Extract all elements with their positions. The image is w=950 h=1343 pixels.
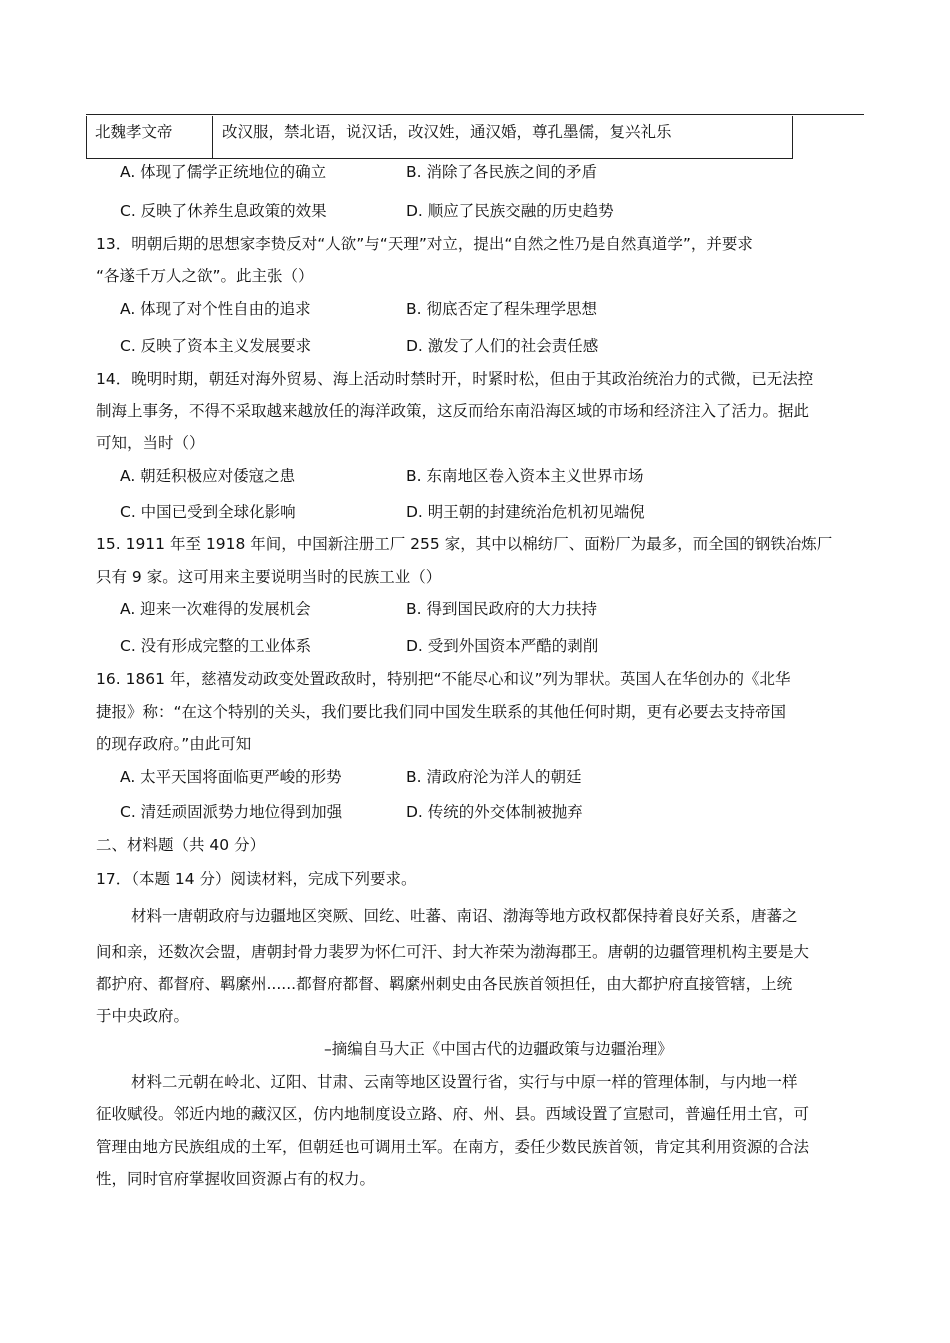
q13-option-c: C. 反映了资本主义发展要求	[120, 337, 312, 355]
q16-option-a: A. 太平天国将面临更严峻的形势	[120, 768, 342, 786]
q12-option-d: D. 顺应了民族交融的历史趋势	[406, 202, 614, 220]
q14-option-b: B. 东南地区卷入资本主义世界市场	[406, 467, 644, 485]
q15-stem-line-1: 15. 1911 年至 1918 年间，中国新注册工厂 255 家，其中以棉纺厂、面粉厂为最多，而全国的钢铁冶炼厂	[96, 535, 833, 553]
q13-option-a: A. 体现了对个性自由的追求	[120, 300, 311, 318]
q14-stem-line-3: 可知，当时（）	[96, 434, 205, 452]
material1-line-4: 于中央政府。	[96, 1007, 190, 1025]
q12-option-a: A. 体现了儒学正统地位的确立	[120, 163, 327, 181]
q16-stem-line-3: 的现存政府。”由此可知	[96, 735, 252, 753]
material1-line-2: 间和亲，还数次会盟，唐朝封骨力裴罗为怀仁可汗、封大祚荣为渤海郡王。唐朝的边疆管理机构主要是大	[96, 943, 810, 961]
q13-option-d: D. 激发了人们的社会责任感	[406, 337, 599, 355]
q15-option-c: C. 没有形成完整的工业体系	[120, 637, 312, 655]
q13-stem-line-2: “各遂千万人之欲”。此主张（）	[96, 267, 314, 285]
material2-line-2: 征收赋役。邻近内地的藏汉区，仿内地制度设立路、府、州、县。西域设置了宣慰司，普遍任用土官，可	[96, 1105, 810, 1123]
q15-option-a: A. 迎来一次难得的发展机会	[120, 600, 311, 618]
material1-source: –摘编自马大正《中国古代的边疆政策与边疆治理》	[324, 1040, 673, 1058]
q17-heading: 17．（本题 14 分）阅读材料，完成下列要求。	[96, 870, 417, 888]
material1-line-1: 材料一唐朝政府与边疆地区突厥、回纥、吐蕃、南诏、渤海等地方政权都保持着良好关系，唐蕃之	[131, 907, 798, 925]
q15-stem-line-2: 只有 9 家。这可用来主要说明当时的民族工业（）	[96, 568, 442, 586]
material1-line-3: 都护府、都督府、羁縻州......都督府都督、羁縻州刺史由各民族首领担任，由大都护府直接管辖，上统	[96, 975, 793, 993]
material2-line-3: 管理由地方民族组成的土军，但朝廷也可调用土军。在南方，委任少数民族首领，肯定其利用资源的合法	[96, 1138, 810, 1156]
q16-stem-line-1: 16. 1861 年，慈禧发动政变处置政敌时，特别把“不能尽心和议”列为罪状。英国人在华创办的《北华	[96, 670, 791, 688]
material2-line-4: 性，同时官府掌握收回资源占有的权力。	[96, 1170, 376, 1188]
q12-option-b: B. 消除了各民族之间的矛盾	[406, 163, 597, 181]
reform-table	[86, 116, 793, 159]
q14-option-a: A. 朝廷积极应对倭寇之患	[120, 467, 296, 485]
q14-stem-line-2: 制海上事务，不得不采取越来越放任的海洋政策，这反而给东南沿海区域的市场和经济注入了活力。据此	[96, 402, 810, 420]
q13-option-b: B. 彻底否定了程朱理学思想	[406, 300, 597, 318]
table-top-rule	[86, 114, 864, 115]
material2-line-1: 材料二元朝在岭北、辽阳、甘肃、云南等地区设置行省，实行与中原一样的管理体制，与内地一样	[131, 1073, 798, 1091]
q16-option-c: C. 清廷顽固派势力地位得到加强	[120, 803, 343, 821]
q15-option-b: B. 得到国民政府的大力扶持	[406, 600, 597, 618]
q16-option-b: B. 清政府沦为洋人的朝廷	[406, 768, 582, 786]
table-cell-name: 北魏孝文帝	[87, 116, 213, 158]
q12-option-c: C. 反映了休养生息政策的效果	[120, 202, 327, 220]
q15-option-d: D. 受到外国资本严酷的剥削	[406, 637, 599, 655]
q16-stem-line-2: 捷报》称：“在这个特别的关头，我们要比我们同中国发生联系的其他任何时期，更有必要去支持帝国	[96, 703, 787, 721]
q13-stem-line-1: 13．明朝后期的思想家李贽反对“人欲”与“天理”对立，提出“自然之性乃是自然真道学”，并要求	[96, 235, 753, 253]
q14-stem-line-1: 14．晚明时期，朝廷对海外贸易、海上活动时禁时开，时紧时松，但由于其政治统治力的式微，已无法控	[96, 370, 814, 388]
table-cell-content: 改汉服，禁北语，说汉话，改汉姓，通汉婚，尊孔墨儒，复兴礼乐	[222, 123, 672, 141]
q14-option-d: D. 明王朝的封建统治危机初见端倪	[406, 503, 645, 521]
q16-option-d: D. 传统的外交体制被抛弃	[406, 803, 583, 821]
section-2-title: 二、材料题（共 40 分）	[96, 836, 266, 854]
q14-option-c: C. 中国已受到全球化影响	[120, 503, 296, 521]
